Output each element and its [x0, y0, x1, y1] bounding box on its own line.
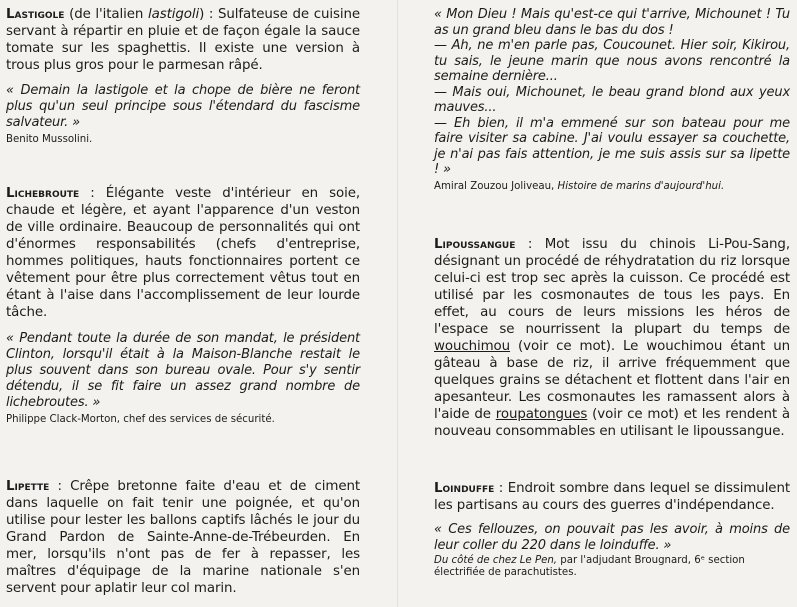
cross-reference-wouchimou[interactable]: wouchimou	[434, 339, 511, 354]
entry-lastigole	[6, 6, 360, 146]
term-headword: Lipette	[6, 479, 50, 494]
term-headword: Loinduffe	[434, 481, 495, 496]
citation-attribution: Benito Mussolini.	[6, 134, 93, 145]
definition: Lichebroute : Élégante veste d'intérieur en soie, chaude et légère, et ayant l'apparence d'un veston de ville ordinaire. Beaucoup de personnalités qui ont d'énormes responsabilités (chefs d'entreprise, hommes politiques, hauts fonctionnaires portent ce vêtement pour être plus correctement vêtus tout en étant à l'aise dans l'accomplissement de leur lourde tâche.	[6, 186, 360, 320]
term-headword: Lipoussangue	[434, 237, 516, 252]
column-gutter	[397, 0, 398, 607]
definition: Lipette : Crêpe bretonne faite d'eau et de ciment dans laquelle on fait tenir une poignée, et qu'on utilise pour lester les ballons captifs lâchés le jour du Grand Pardon de Sainte-Anne-de-Trébeurden. En mer, lorsqu'ils n'ont pas de fer à repasser, les maîtres d'équipage de la marine nationale s'en servent pour aplatir leur col marin.	[6, 479, 360, 596]
entry-lichebroute	[6, 185, 360, 426]
definition: Lastigole (de l'italien lastigoli) : Sulfateuse de cuisine servant à répartir en pluie et de façon égale la sauce tomate sur les spaghettis. Il existe une version à trous plus gros pour le parmesan râpé.	[6, 7, 361, 73]
citation-attribution: Philippe Clack-Morton, chef des services de sécurité.	[6, 414, 275, 425]
cross-reference-roupatongues[interactable]: roupatongues	[495, 407, 588, 422]
dialogue-line: — Ah, ne m'en parle pas, Coucounet. Hier soir, Kikirou, tu sais, le jeune marin que nous avons rencontré la semaine dernière...	[434, 38, 790, 84]
citation-quote: « Ces fellouzes, on pouvait pas les avoir, à moins de leur coller du 220 dans le loinduffe. »	[434, 522, 790, 553]
dialogue-line: — Eh bien, il m'a emmené sur son bateau pour me faire visiter sa cabine. J'ai voulu essayer sa couchette, je n'ai pas fais attention, je me suis assis sur sa lipette ! »	[434, 115, 790, 177]
citation-attribution: Amiral Zouzou Joliveau, Histoire de marins d'aujourd'hui.	[434, 180, 725, 192]
citation-attribution: Du côté de chez Le Pen, par l'adjudant Brougnard, 6ᵉ section électrifiée de parachutistes.	[434, 555, 745, 578]
definition: Lipoussangue : Mot issu du chinois Li-Pou-Sang, désignant un procédé de réhydratation du riz lorsque celui-ci est trop sec après la cuisson. Ce procédé est utilisé par les cosmonautes de tous les pays. En effet, au cours de leurs missions les héros de l'espace se nourrissent la plupart du temps de wouchimou (voir ce mot). Le wouchimou étant un gâteau à base de riz, il arrive fréquemment que quelques grains se détachent et flottent dans l'air en apesanteur. Les cosmonautes les ramassent alors à l'aide de roupatongues (voir ce mot) et les rendent à nouveau consommables en utilisant le lipoussangue.	[434, 237, 790, 439]
entry-loinduffe	[434, 480, 790, 579]
citation-quote: « Pendant toute la durée de son mandat, le président Clinton, lorsqu'il était à la Maison-Blanche restait le plus souvent dans son bureau ovale. Pour s'y sentir détendu, il se fit faire un assez grand nombre de lichebroutes. »	[6, 331, 360, 410]
definition: Loinduffe : Endroit sombre dans lequel se dissimulent les partisans au cours des guerres d'indépendance.	[434, 481, 790, 513]
term-headword: Lastigole	[6, 7, 65, 22]
dialogue-line: « Mon Dieu ! Mais qu'est-ce qui t'arrive, Michounet ! Tu as un grand bleu dans le bas du dos !	[434, 7, 790, 38]
entry-lipette	[6, 478, 360, 597]
citation-quote: « Demain la lastigole et la chope de bière ne feront plus qu'un seul principe sous l'étendard du fascisme salvateur. »	[6, 83, 360, 130]
term-headword: Lichebroute	[6, 186, 80, 201]
dialogue-line: — Mais oui, Michounet, le beau grand blond aux yeux mauves...	[434, 84, 790, 115]
citation-dialogue	[434, 7, 790, 193]
entry-lipoussangue	[434, 236, 790, 440]
